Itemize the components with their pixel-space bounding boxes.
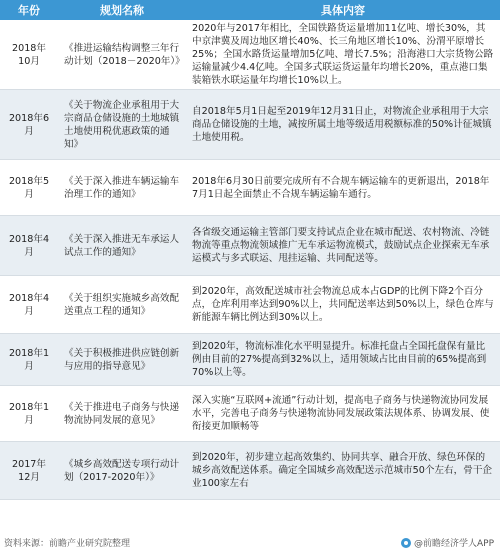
table-row <box>0 216 500 276</box>
header-content: 具体内容 <box>186 0 500 20</box>
row-plan-name: 《关于积极推进供应链创新与应用的指导意见》 <box>58 334 186 386</box>
table-row <box>0 442 500 500</box>
row-content: 深入实施“互联网+流通”行动计划，提高电子商务与快递物流协同发展水平，完善电子商务与快递物流协同发展政策法规体系、协调发展、使衔接更加顺畅等 <box>186 386 500 442</box>
row-content: 到2020年，初步建立起高效集约、协同共享、融合开放、绿色环保的城乡高效配送体系。确定全国城乡高效配送示范城市50个左右，骨干企业100家左右 <box>186 442 500 500</box>
table-row <box>0 20 500 90</box>
source-note: 资料来源：前瞻产业研究院整理 <box>4 539 131 549</box>
row-year: 2018年4月 <box>0 276 58 334</box>
table-row <box>0 334 500 386</box>
brand-text: @前瞻经济学人APP <box>413 539 494 549</box>
row-plan-name: 《城乡高效配送专项行动计划（2017-2020年）》 <box>58 442 186 500</box>
table-row <box>0 386 500 442</box>
row-content: 各省级交通运输主管部门要支持试点企业在城市配送、农村物流、冷链物流等重点物流领域推广无车承运物流模式，鼓励试点企业探索无车承运模式与多式联运、甩挂运输、共同配送等。 <box>186 216 500 276</box>
row-year: 2018年4月 <box>0 216 58 276</box>
row-plan-name: 《关于推进电子商务与快递物流协同发展的意见》 <box>58 386 186 442</box>
row-year: 2018年10月 <box>0 20 58 90</box>
row-content: 自2018年5月1日起至2019年12月31日止，对物流企业承租用于大宗商品仓储设施的土地，减按所属土地等级适用税额标准的50%计征城镇土地使用税。 <box>186 90 500 160</box>
row-content: 2018年6月30日前要完成所有不合规车辆运输车的更新退出，2018年7月1日起全面禁止不合规车辆运输车通行。 <box>186 160 500 216</box>
row-plan-name: 《关于物流企业承租用于大宗商品仓储设施的土地城镇土地使用税优惠政策的通知》 <box>58 90 186 160</box>
row-content: 2020年与2017年相比，全国铁路货运量增加11亿吨、增长30%，其中京津冀及周边地区增长40%、长三角地区增长10%、汾渭平原增长25%；全国水路货运量增加5亿吨、增长7.5%；沿海港口大宗货物公路运输量减少4.4亿吨。全国多式联运货运量年均增长20%，重点港口集装箱铁水联运量年均增长10%以上。 <box>186 20 500 90</box>
table-row <box>0 276 500 334</box>
header-plan-name: 规划名称 <box>58 0 186 20</box>
row-plan-name: 《关于组织实施城乡高效配送重点工程的通知》 <box>58 276 186 334</box>
row-year: 2018年1月 <box>0 386 58 442</box>
header-year: 年份 <box>0 0 58 20</box>
row-plan-name: 《关于深入推进车辆运输车治理工作的通知》 <box>58 160 186 216</box>
table-row <box>0 90 500 160</box>
row-year: 2018年5月 <box>0 160 58 216</box>
row-year: 2018年6月 <box>0 90 58 160</box>
row-year: 2017年12月 <box>0 442 58 500</box>
footer <box>0 533 500 551</box>
row-content: 到2020年，物流标准化水平明显提升。标准托盘占全国托盘保有量比例由目前的27%提高到32%以上，适用领域占比由目前的65%提高到70%以上等。 <box>186 334 500 386</box>
row-content: 到2020年，高效配送城市社会物流总成本占GDP的比例下降2个百分点，仓库利用率达到90%以上，共同配送率达到50%以上，绿色仓库与新能源车辆比例达到30%以上。 <box>186 276 500 334</box>
row-plan-name: 《推进运输结构调整三年行动计划（2018－2020年）》 <box>58 20 186 90</box>
row-plan-name: 《关于深入推进无车承运人试点工作的通知》 <box>58 216 186 276</box>
row-year: 2018年1月 <box>0 334 58 386</box>
table-header-row <box>0 0 500 20</box>
brand-logo-icon <box>401 538 411 548</box>
brand-credit <box>401 536 494 549</box>
table-row <box>0 160 500 216</box>
